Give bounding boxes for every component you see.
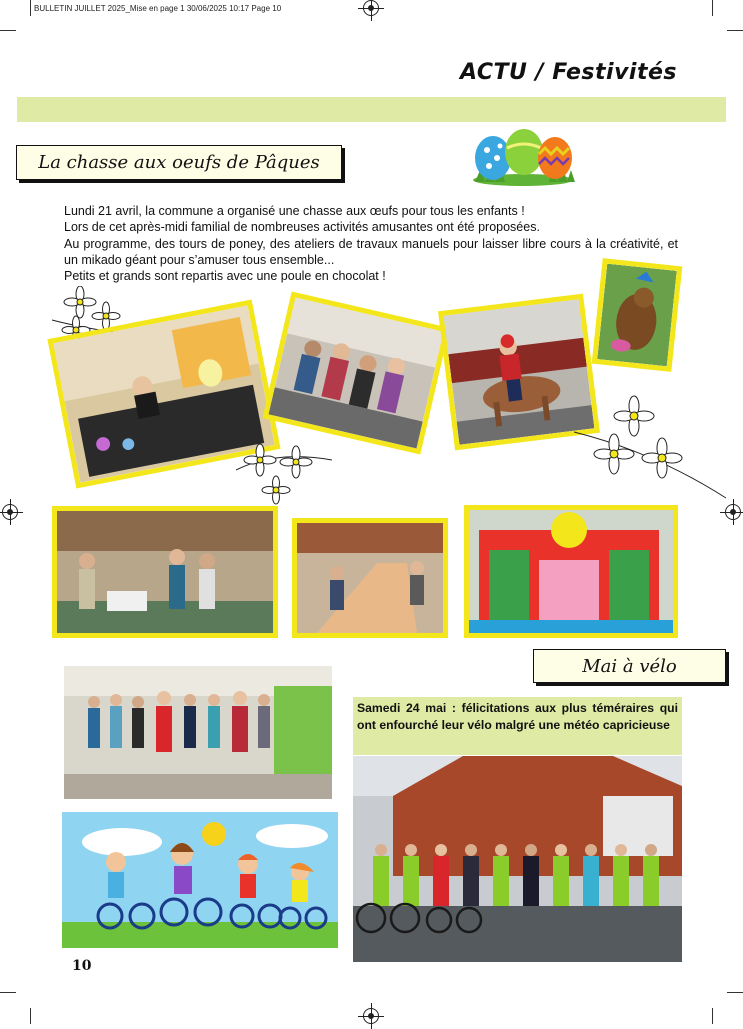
easter-hunt-text — [64, 203, 678, 284]
kids-cycling-illustration — [62, 812, 338, 948]
print-header: BULLETIN JUILLET 2025_Mise en page 1 30/06/2025 10:17 Page 10 — [34, 4, 282, 13]
page-number: 10 — [72, 958, 92, 974]
crop-mark — [30, 0, 31, 16]
registration-mark-right — [725, 504, 741, 520]
crop-mark — [0, 992, 16, 993]
easter-eggs-illustration — [467, 128, 579, 186]
paragraph: Au programme, des tours de poney, des ateliers de travaux manuels pour laisser libre cours à la créativité, et un mikado géant pour s’amuser tous ensemble... — [64, 236, 678, 267]
flower-drawing — [574, 392, 730, 500]
easter-hunt-title: La chasse aux oeufs de Pâques — [38, 152, 320, 173]
photo-craft-workshop — [292, 518, 448, 638]
crop-mark — [30, 1008, 31, 1024]
crop-mark — [727, 992, 743, 993]
registration-mark-top — [363, 0, 379, 16]
bike-month-title-banner — [533, 649, 726, 683]
crop-mark — [727, 30, 743, 31]
crop-mark — [0, 30, 16, 31]
header-band — [17, 97, 726, 122]
photo-crowd-indoor — [262, 291, 449, 454]
photo-chocolate-hen — [592, 258, 683, 372]
crop-mark — [712, 1008, 713, 1024]
easter-hunt-title-banner — [16, 145, 342, 180]
registration-mark-bottom — [363, 1008, 379, 1024]
paragraph: Lors de cet après-midi familial de nombreuses activités amusantes ont été proposées. — [64, 220, 540, 235]
registration-mark-left — [2, 504, 18, 520]
photo-cyclists-group — [353, 756, 682, 962]
paragraph: Lundi 21 avril, la commune a organisé une chasse aux œufs pour tous les enfants ! — [64, 204, 525, 218]
bike-month-caption: Samedi 24 mai : félicitations aux plus téméraires qui ont enfourché leur vélo malgré une météo capricieuse — [353, 697, 682, 755]
paragraph: Petits et grands sont repartis avec une poule en chocolat ! — [64, 269, 386, 284]
flower-drawing — [236, 440, 332, 506]
section-title: ACTU / Festivités — [459, 60, 677, 85]
crop-mark — [712, 0, 713, 16]
photo-gym-hall — [52, 506, 278, 638]
photo-bouncy-castle — [464, 505, 678, 638]
photo-group-indoor — [64, 666, 332, 799]
bike-month-title: Mai à vélo — [582, 655, 677, 677]
